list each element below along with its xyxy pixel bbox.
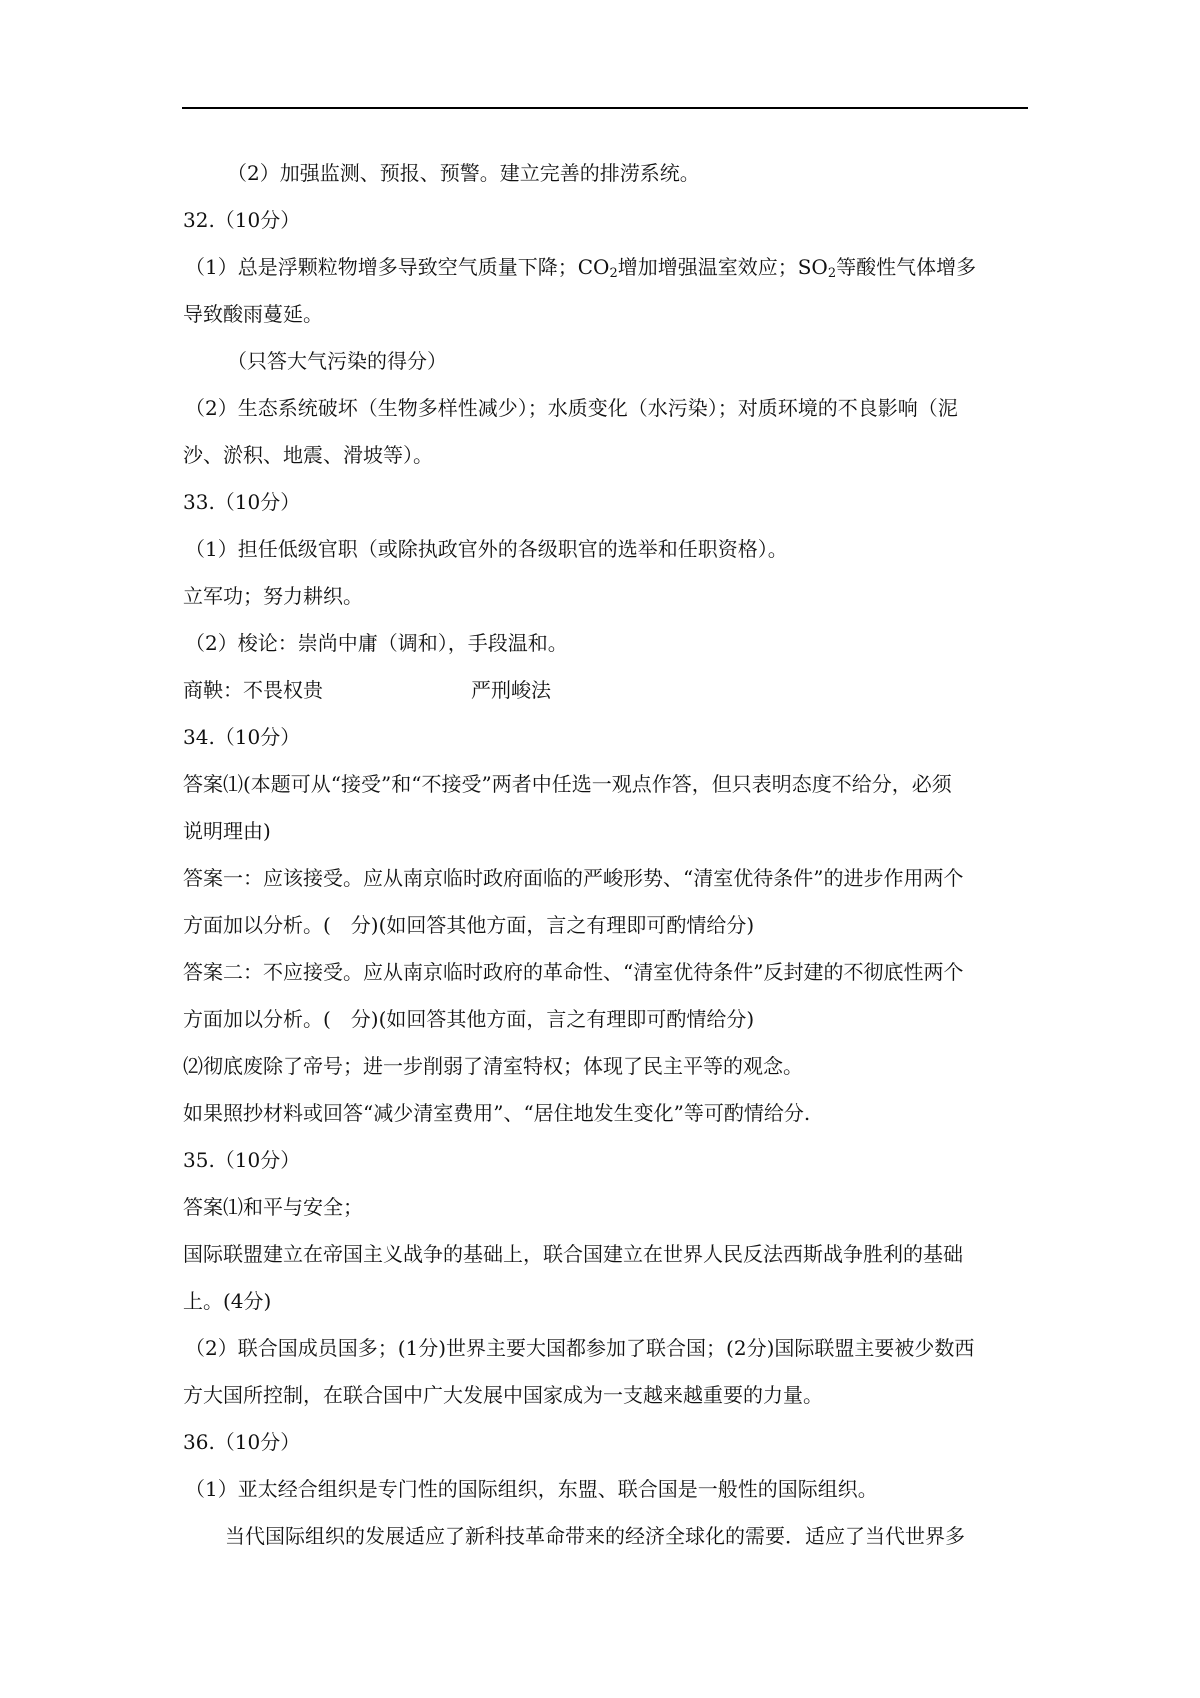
q34-answer-two-line2: 方面加以分析。( 分)(如回答其他方面，言之有理即可酌情给分) [183,1007,755,1031]
q32-item-1-line2: 导致酸雨蔓延。 [183,302,323,326]
q35-item-2-line2: 方大国所控制，在联合国中广大发展中国家成为一支越来越重要的力量。 [183,1383,823,1407]
q32-item-1-text-b: 增加增强温室效应； [617,255,798,279]
q34-answer-one-line2: 方面加以分析。( 分)(如回答其他方面，言之有理即可酌情给分) [183,913,755,937]
q33-item-1-line2: 立军功；努力耕织。 [183,584,363,608]
q34-item-2: ⑵彻底废除了帝号；进一步削弱了清室特权；体现了民主平等的观念。 [183,1054,803,1078]
q32-item-2-line2: 沙、淤积、地震、滑坡等）。 [183,443,433,467]
q35-item-2-line1: （2）联合国成员国多；(1分)世界主要大国都参加了联合国；(2分)国际联盟主要被少数西 [185,1336,975,1360]
q34-scoring-note: 如果照抄材料或回答“减少清室费用”、“居住地发生变化”等可酌情给分. [183,1101,811,1125]
q32-item-1-text-c: 等酸性气体增多 [836,255,977,279]
answer-key-body [183,150,1028,1560]
q36-item-1: （1）亚太经合组织是专门性的国际组织，东盟、联合国是一般性的国际组织。 [185,1477,878,1501]
co2-formula: $CO_2$ [577,255,618,281]
q32-item-1-text-a: （1）总是浮颗粒物增多导致空气质量下降； [185,255,578,279]
q36-paragraph: 当代国际组织的发展适应了新科技革命带来的经济全球化的需要．适应了当代世界多 [225,1524,965,1548]
q35-heading: 35.（10分） [183,1148,301,1172]
q34-heading: 34.（10分） [183,725,301,749]
q35-item-1: 答案⑴和平与安全； [183,1195,363,1219]
q33-shangyang-law-text: 严刑峻法 [471,678,551,702]
q33-item-2-line2 [183,667,1028,714]
q33-item-1-line1: （1）担任低级官职（或除执政官外的各级职官的选举和任职资格）。 [185,537,788,561]
q34-item-1-line1: 答案⑴(本题可从“接受”和“不接受”两者中任选一观点作答，但只表明态度不给分，必须 [183,772,952,796]
so2-formula: $SO_2$ [797,255,837,281]
q34-answer-one-line1: 答案一：应该接受。应从南京临时政府面临的严峻形势、“清室优待条件”的进步作用两个 [183,866,964,890]
q31-item-2: （2）加强监测、预报、预警。建立完善的排涝系统。 [227,161,700,185]
q33-heading: 33.（10分） [183,490,301,514]
q34-item-1-line2: 说明理由) [183,819,271,843]
q35-item-1-detail-line1: 国际联盟建立在帝国主义战争的基础上，联合国建立在世界人民反法西斯战争胜利的基础 [183,1242,963,1266]
q34-answer-two-line1: 答案二：不应接受。应从南京临时政府的革命性、“清室优待条件”反封建的不彻底性两个 [183,960,964,984]
q32-item-2-line1: （2）生态系统破坏（生物多样性减少）；水质变化（水污染）；对质环境的不良影响（泥 [185,396,958,420]
header-rule [182,107,1028,109]
q32-heading: 32.（10分） [183,208,301,232]
q33-item-2-line1: （2）梭论：崇尚中庸（调和），手段温和。 [185,631,568,655]
q32-scoring-note: （只答大气污染的得分） [227,349,447,373]
q35-item-1-detail-line2: 上。(4分) [183,1289,272,1313]
q36-heading: 36.（10分） [183,1430,301,1454]
q32-item-1-line1 [183,244,1028,291]
q33-shangyang-text: 商鞅：不畏权贵 [183,678,323,702]
